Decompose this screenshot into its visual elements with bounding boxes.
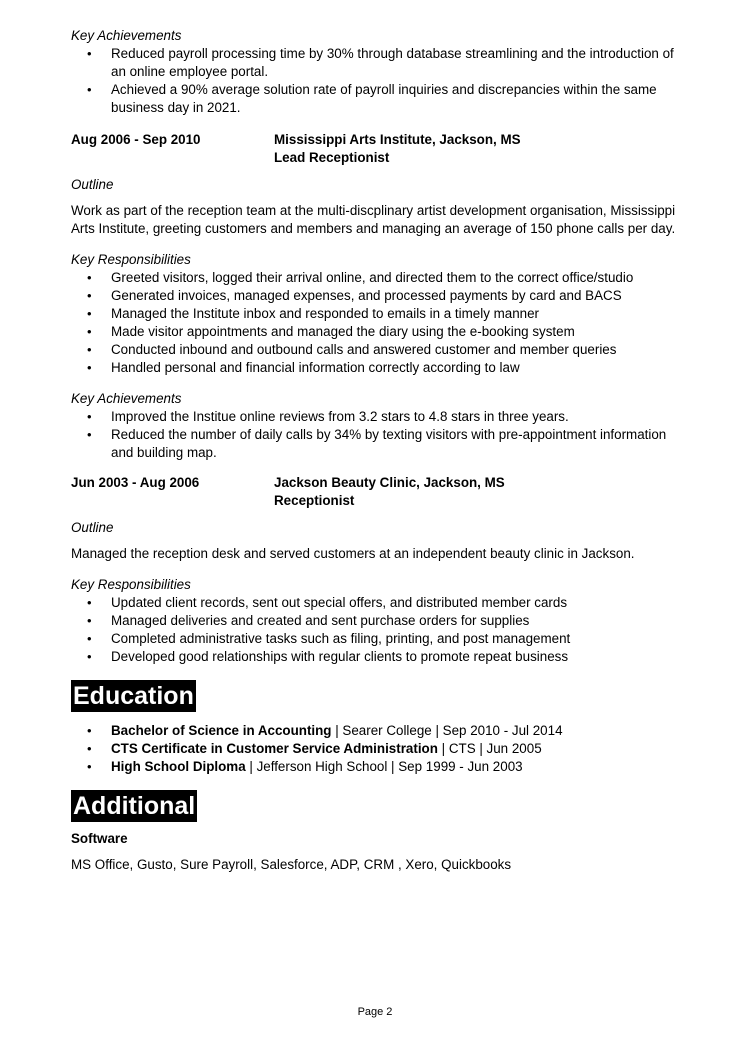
resume-page [71, 26, 686, 874]
list-item: • Reduced payroll processing time by 30% through database streamlining and the introduction of an online employee portal. [71, 45, 686, 81]
software-list: MS Office, Gusto, Sure Payroll, Salesforce, ADP, CRM , Xero, Quickbooks [71, 857, 512, 872]
job3-title: Receptionist [274, 493, 355, 508]
job2-achievements-heading: Key Achievements [71, 391, 182, 406]
list-item: • Conducted inbound and outbound calls and answered customer and member queries [71, 341, 686, 359]
job2-employer: Mississippi Arts Institute, Jackson, MS [274, 132, 521, 147]
list-item: • Achieved a 90% average solution rate of payroll inquiries and discrepancies within the same business day in 2021. [71, 81, 686, 117]
education-degree: High School Diploma [111, 759, 246, 774]
job3-employer: Jackson Beauty Clinic, Jackson, MS [274, 475, 505, 490]
list-item: • Improved the Institue online reviews from 3.2 stars to 4.8 stars in three years. [71, 408, 686, 426]
education-degree: Bachelor of Science in Accounting [111, 723, 332, 738]
job2-outline-heading: Outline [71, 177, 114, 192]
list-item: • Handled personal and financial information correctly according to law [71, 359, 686, 377]
job3-responsibilities-heading: Key Responsibilities [71, 577, 191, 592]
job2-achievements-list [71, 408, 686, 462]
job3-outline: Managed the reception desk and served customers at an independent beauty clinic in Jackson. [71, 546, 635, 561]
list-item: • Managed deliveries and created and sent purchase orders for supplies [71, 612, 686, 630]
education-degree: CTS Certificate in Customer Service Administration [111, 741, 438, 756]
job2-dates: Aug 2006 - Sep 2010 [71, 132, 201, 147]
list-item: • Updated client records, sent out special offers, and distributed member cards [71, 594, 686, 612]
job3-responsibilities-list [71, 594, 686, 666]
additional-heading: Additional [73, 792, 196, 820]
list-item: • Developed good relationships with regular clients to promote repeat business [71, 648, 686, 666]
list-item [71, 722, 686, 740]
job2-header [71, 131, 686, 167]
job1-achievements-heading: Key Achievements [71, 28, 182, 43]
job2-responsibilities-list [71, 269, 686, 377]
education-details: | Jefferson High School | Sep 1999 - Jun 2003 [245, 759, 523, 774]
education-details: | CTS | Jun 2005 [437, 741, 542, 756]
education-heading: Education [73, 682, 194, 710]
job2-title: Lead Receptionist [274, 150, 390, 165]
list-item: • Generated invoices, managed expenses, and processed payments by card and BACS [71, 287, 686, 305]
education-list [71, 722, 686, 776]
list-item: • Managed the Institute inbox and responded to emails in a timely manner [71, 305, 686, 323]
list-item: • Made visitor appointments and managed the diary using the e-booking system [71, 323, 686, 341]
education-details: | Searer College | Sep 2010 - Jul 2014 [331, 723, 563, 738]
list-item: • Reduced the number of daily calls by 34% by texting visitors with pre-appointment information and building map. [71, 426, 686, 462]
list-item [71, 740, 686, 758]
software-heading: Software [71, 831, 128, 846]
page-number: Page 2 [357, 1006, 393, 1018]
job2-responsibilities-heading: Key Responsibilities [71, 252, 191, 267]
list-item: • Greeted visitors, logged their arrival online, and directed them to the correct office/studio [71, 269, 686, 287]
job1-achievements-list [71, 45, 686, 117]
job3-dates: Jun 2003 - Aug 2006 [71, 475, 200, 490]
list-item [71, 758, 686, 776]
job3-header [71, 474, 686, 510]
job3-outline-heading: Outline [71, 520, 114, 535]
list-item: • Completed administrative tasks such as filing, printing, and post management [71, 630, 686, 648]
job2-outline: Work as part of the reception team at the multi-discplinary artist development organisation, Mississippi Arts Institute, greeting customers and members and managing an average of 150 phone calls per day. [71, 203, 676, 236]
